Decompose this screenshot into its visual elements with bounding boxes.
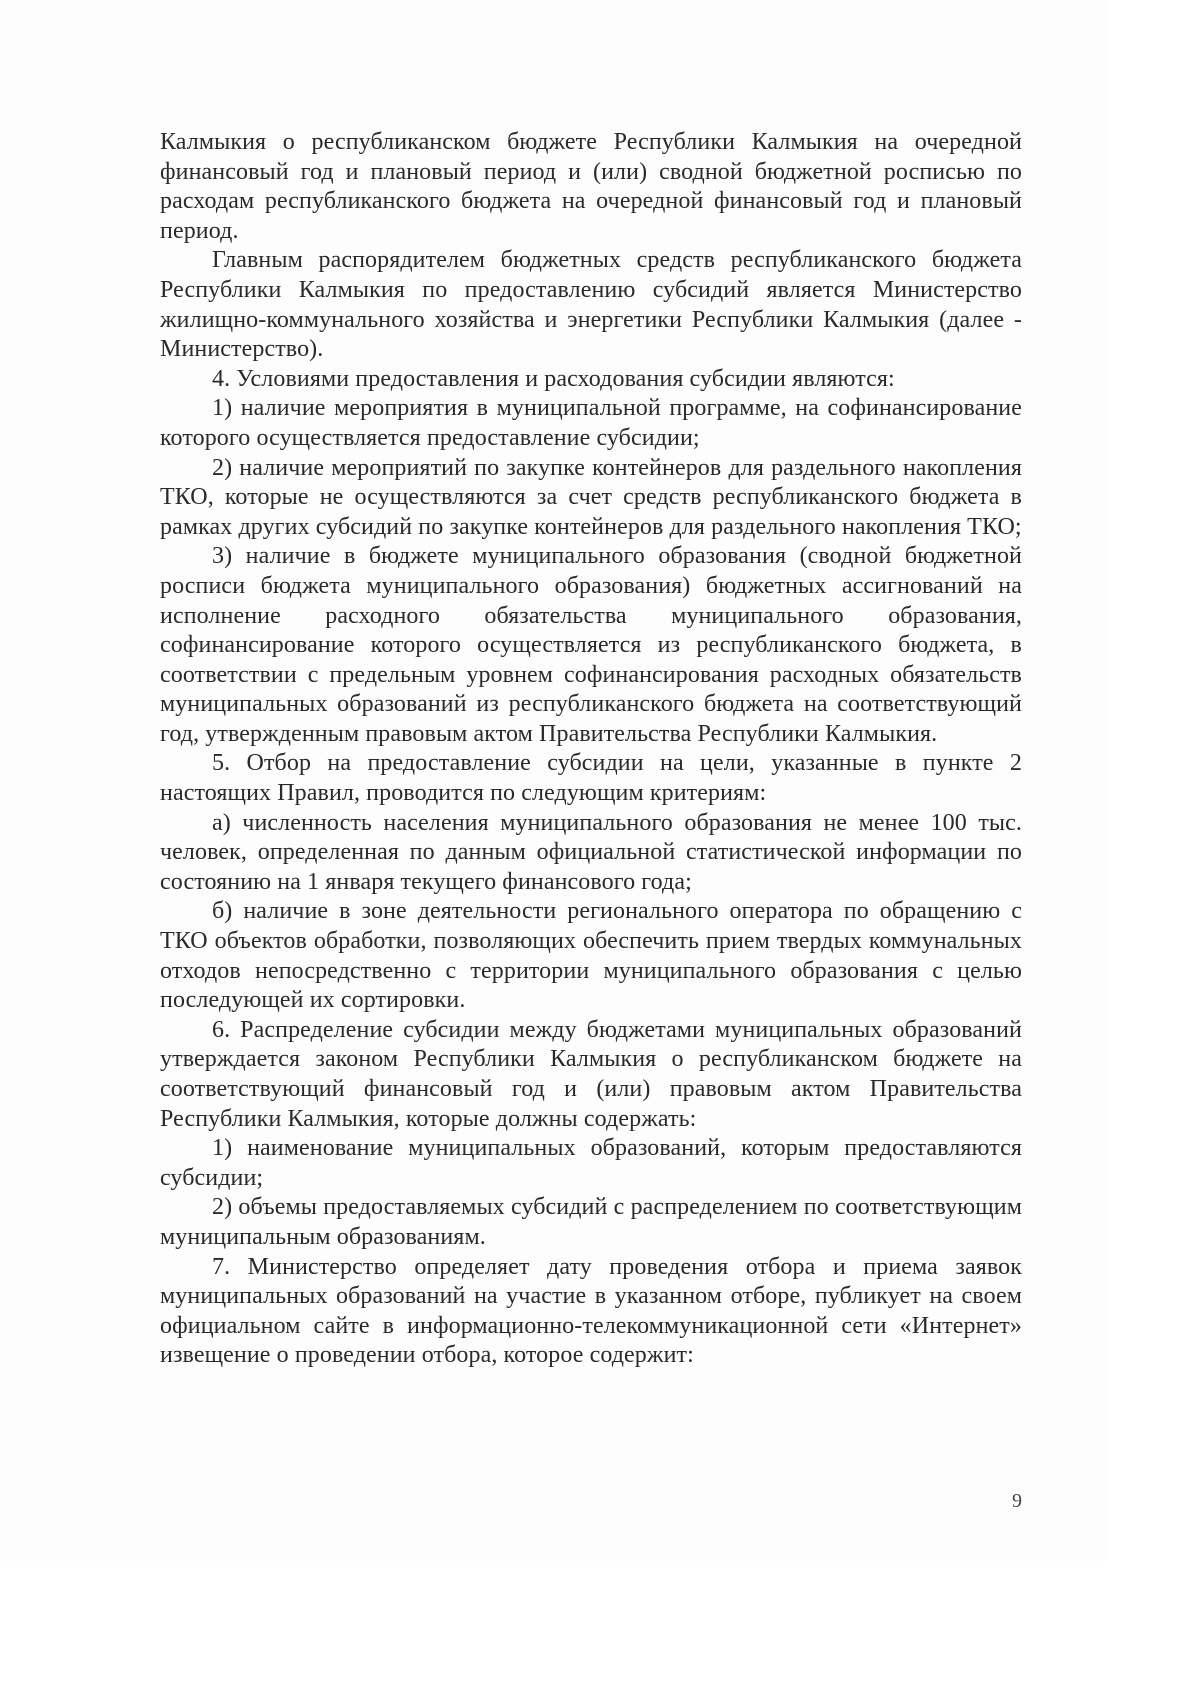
paragraph-section-4: 4. Условиями предоставления и расходования субсидии являются:	[212, 365, 895, 392]
paragraph-condition-3: 3) наличие в бюджете муниципального образования (сводной бюджетной росписи бюджета муниципального образования) бюджетных ассигнований на исполнение расходного обязательства муниципального образования, софинансирование которого осуществляется из республиканского бюджета, в соответствии с предельным уровнем софинансирования расходных обязательств муниципальных образований из республиканского бюджета на соответствующий год, утвержденным правовым актом Правительства Республики Калмыкия.	[160, 543, 1022, 747]
paragraph-section-7: 7. Министерство определяет дату проведения отбора и приема заявок муниципальных образований на участие в указанном отборе, публикует на своем официальном сайте в информационно-телекоммуникационной сети «Интернет» извещение о проведении отбора, которое содержит:	[160, 1253, 1022, 1369]
paragraph-condition-1: 1) наличие мероприятия в муниципальной программе, на софинансирование которого осуществляется предоставление субсидии;	[160, 395, 1022, 451]
paragraph-criterion-a: а) численность населения муниципального образования не менее 100 тыс. человек, определенная по данным официальной статистической информации по состоянию на 1 января текущего финансового года;	[160, 809, 1022, 895]
paragraph-content-2: 2) объемы предоставляемых субсидий с распределением по соответствующим муниципальным образованиям.	[160, 1194, 1022, 1250]
paragraph-section-5: 5. Отбор на предоставление субсидии на цели, указанные в пункте 2 настоящих Правил, проводится по следующим критериям:	[160, 750, 1022, 807]
paragraph-continuation: Калмыкия о республиканском бюджете Республики Калмыкия на очередной финансовый год и плановый период и (или) сводной бюджетной росписью по расходам республиканского бюджета на очередной финансовый год и плановый период.	[160, 129, 1022, 244]
document-body	[160, 128, 1022, 1371]
paragraph-content-1: 1) наименование муниципальных образований, которым предоставляются субсидии;	[160, 1135, 1022, 1191]
paragraph-criterion-b: б) наличие в зоне деятельности регионального оператора по обращению с ТКО объектов обработки, позволяющих обеспечить прием твердых коммунальных отходов непосредственно с территории муниципального образования с целью последующей их сортировки.	[160, 898, 1022, 1014]
paragraph-main-administrator: Главным распорядителем бюджетных средств республиканского бюджета Республики Калмыкия по предоставлению субсидий является Министерство жилищно-коммунального хозяйства и энергетики Республики Калмыкия (далее - Министерство).	[160, 247, 1022, 363]
page-number: 9	[1012, 1490, 1022, 1512]
paragraph-section-6: 6. Распределение субсидии между бюджетами муниципальных образований утверждается законом Республики Калмыкия о республиканском бюджете на соответствующий финансовый год и (или) правовым актом Правительства Республики Калмыкия, которые должны содержать:	[160, 1016, 1022, 1132]
paragraph-condition-2: 2) наличие мероприятий по закупке контейнеров для раздельного накопления ТКО, которые не осуществляются за счет средств республиканского бюджета в рамках других субсидий по закупке контейнеров для раздельного накопления ТКО;	[160, 454, 1022, 540]
